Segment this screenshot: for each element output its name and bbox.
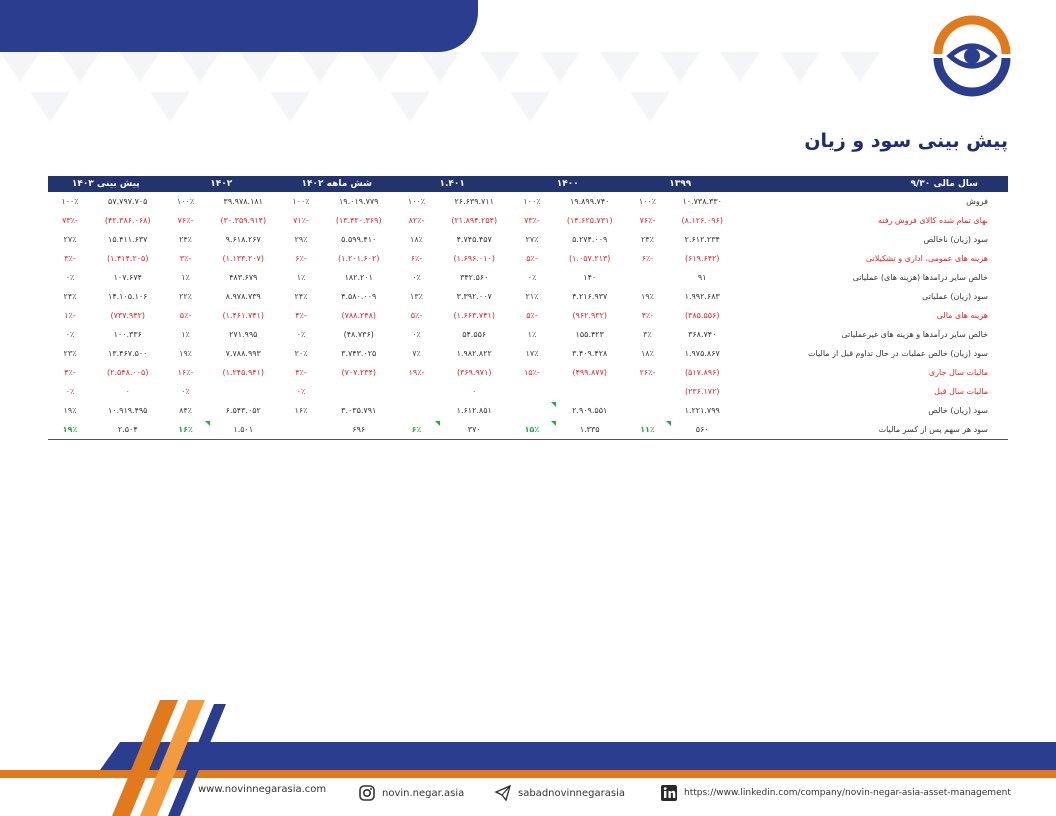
percent-cell: ۲۱٪ — [525, 292, 539, 301]
percent-cell: -۷۳٪ — [62, 216, 78, 225]
telegram-icon — [494, 784, 512, 802]
row-label: خالص سایر درامدها (هزینه های) عملیاتی — [852, 273, 988, 282]
percent-cell: ۰٪ — [65, 273, 75, 282]
header-year: ۱.۴۰۱ — [394, 176, 509, 192]
value-cell: ۰ — [472, 387, 477, 396]
value-cell: ۱.۹۹۲.۶۸۳ — [684, 292, 720, 301]
value-cell — [554, 382, 625, 401]
percent-cell: ۲۲٪ — [179, 292, 192, 301]
value-cell: (۴۹۹.۸۷۷) — [572, 368, 607, 377]
percent-cell: -۸۲٪ — [408, 216, 425, 225]
percent-cell: ۱٪ — [181, 273, 190, 282]
row-label: هزینه های عمومی، اداری و تشکیلاتی — [865, 254, 988, 263]
percent-cell: -۳٪ — [64, 254, 76, 263]
table-row — [48, 325, 1008, 344]
value-cell: (۳۸۵.۵۵۶) — [684, 311, 720, 320]
value-cell: (۲۳۶.۱۷۲) — [684, 387, 720, 396]
percent-cell: -۷۶٪ — [177, 216, 194, 225]
percent-cell: -۷۳٪ — [524, 216, 540, 225]
table-row — [48, 363, 1008, 382]
value-cell: ۲.۶۱۲.۲۳۴ — [684, 235, 720, 244]
value-cell: ۱۰۰.۳۳۶ — [113, 330, 142, 339]
value-cell: ۱.۹۷۵.۸۶۷ — [684, 349, 720, 358]
percent-cell — [394, 401, 438, 420]
table-row — [48, 249, 1008, 268]
profit-loss-table — [48, 176, 1008, 440]
value-cell: ۴.۵۸۰.۰۰۹ — [341, 292, 377, 301]
percent-cell — [394, 382, 438, 401]
page-title: پیش بینی سود و زیان — [804, 130, 1008, 152]
value-cell: ۸.۹۷۸.۷۳۹ — [225, 292, 261, 301]
value-cell: ۶۹۶ — [323, 420, 394, 440]
percent-cell: -۶٪ — [410, 254, 423, 263]
value-cell: ۲۷۱.۹۹۵ — [229, 330, 258, 339]
row-label: بهای تمام شده کالای فروش رفته — [878, 216, 988, 225]
value-cell: (۸.۱۲۶.۰۹۶) — [681, 216, 723, 225]
value-cell: ۱۰.۹۱۹.۴۹۵ — [108, 406, 148, 415]
percent-cell: -۴٪ — [295, 311, 307, 320]
percent-cell: ۸۴٪ — [179, 406, 192, 415]
percent-cell: ۱۹٪ — [63, 406, 77, 415]
percent-cell: -۵٪ — [526, 254, 538, 263]
value-cell — [208, 382, 279, 401]
indicator-triangle-icon — [551, 421, 556, 426]
indicator-triangle-icon — [666, 421, 671, 426]
percent-cell — [625, 382, 669, 401]
percent-cell: ۱۰۰٪ — [638, 197, 657, 206]
value-cell: ۳۶۸.۷۴۰ — [688, 330, 717, 339]
percent-cell: ۰٪ — [296, 330, 306, 339]
value-cell: (۲۱.۸۹۴.۲۵۴) — [451, 216, 498, 225]
value-cell: (۱.۰۵۷.۲۱۳) — [569, 254, 611, 263]
value-cell: (۱.۶۹۶.۰۱۰) — [453, 254, 495, 263]
value-cell: (۷۳۷.۹۴۲) — [110, 311, 146, 320]
value-cell: (۱۳.۴۲۰.۳۶۹) — [335, 216, 382, 225]
table-row — [48, 211, 1008, 230]
value-cell: ۵۷.۷۹۷.۷۰۵ — [108, 197, 148, 206]
row-label: فروش — [966, 197, 988, 206]
percent-cell: ۱٪ — [527, 330, 537, 339]
value-cell: ۵.۵۹۹.۴۱۰ — [341, 235, 377, 244]
percent-cell: -۲۶٪ — [639, 368, 656, 377]
table-header-row — [48, 176, 1008, 192]
percent-cell — [279, 420, 323, 440]
percent-cell: ۲۴٪ — [63, 292, 77, 301]
footer-website[interactable] — [198, 784, 326, 795]
percent-cell: ۲۷٪ — [525, 235, 539, 244]
percent-cell: ۳٪ — [643, 330, 652, 339]
footer-instagram[interactable] — [358, 784, 464, 802]
header-year: ۱۳۹۹ — [625, 176, 735, 192]
website-link[interactable]: www.novinnegarasia.com — [198, 784, 327, 795]
percent-cell: -۱٪ — [64, 311, 76, 320]
percent-cell: ۲۹٪ — [294, 235, 308, 244]
percent-cell: ۱٪ — [181, 330, 190, 339]
table-row — [48, 420, 1008, 440]
header-year: پیش بینی ۱۴۰۳ — [48, 176, 164, 192]
percent-cell: -۵٪ — [179, 311, 192, 320]
percent-cell: ۱۳٪ — [410, 292, 423, 301]
row-label: سود (زیان) خالص — [928, 406, 988, 415]
value-cell: ۱۵۵.۴۲۳ — [575, 330, 604, 339]
percent-cell: -۴٪ — [64, 368, 76, 377]
value-cell: ۱.۳۳۵ — [554, 420, 625, 440]
value-cell: (۱.۲۴۵.۹۴۱) — [222, 368, 264, 377]
value-cell: (۶۱۹.۶۴۲) — [684, 254, 720, 263]
percent-cell — [625, 401, 669, 420]
value-cell: ۱۸۲.۲۰۱ — [344, 273, 373, 282]
value-cell: ۱۴.۱۰۵.۱۰۶ — [108, 292, 148, 301]
percent-cell: ۱۷٪ — [525, 349, 539, 358]
header-year: شش ماهه ۱۴۰۲ — [279, 176, 394, 192]
row-label: سود (زیان) ناخالص — [923, 235, 988, 244]
value-cell: ۱۴۰ — [583, 273, 597, 282]
percent-cell: ۱۹٪ — [48, 420, 92, 440]
value-cell: ۳.۰۳۵.۷۹۱ — [341, 406, 377, 415]
percent-cell: ۱۰۰٪ — [176, 197, 195, 206]
percent-cell: -۷۱٪ — [293, 216, 309, 225]
value-cell: (۱۴.۶۲۵.۷۳۱) — [566, 216, 613, 225]
value-cell: ۲۶.۶۳۹.۷۱۱ — [454, 197, 494, 206]
percent-cell: ۲۷٪ — [63, 235, 77, 244]
percent-cell: -۷۶٪ — [639, 216, 656, 225]
percent-cell: ۱۶٪ — [294, 406, 308, 415]
percent-cell: ۱۰۰٪ — [61, 197, 79, 206]
value-cell: ۳.۷۴۳.۰۲۵ — [341, 349, 377, 358]
header-tab — [0, 0, 478, 52]
percent-cell: -۵٪ — [410, 311, 423, 320]
percent-cell: ۶٪ — [394, 420, 438, 440]
percent-cell: ۱۸٪ — [641, 349, 654, 358]
value-cell: ۱۹.۰۱۹.۷۷۹ — [339, 197, 379, 206]
value-cell: (۴۲.۳۸۶.۰۶۸) — [104, 216, 151, 225]
value-cell: ۲.۵۰۴ — [92, 420, 164, 440]
company-logo-icon — [930, 14, 1014, 98]
value-cell: (۳۶۹.۹۷۱) — [456, 368, 492, 377]
row-label: هزینه های مالی — [936, 311, 988, 320]
percent-cell: ۱۵٪ — [510, 420, 554, 440]
percent-cell: ۲۴٪ — [179, 235, 192, 244]
percent-cell: ۷٪ — [412, 349, 421, 358]
value-cell: ۱۰۷.۶۷۴ — [113, 273, 142, 282]
value-cell: (۲.۵۴۸.۰۰۵) — [107, 368, 149, 377]
value-cell: ۶.۵۴۳.۰۵۲ — [225, 406, 261, 415]
value-cell: ۳۷۰ — [438, 420, 509, 440]
row-label: مالیات سال جاری — [928, 368, 988, 377]
percent-cell: ۰٪ — [412, 273, 421, 282]
percent-cell: ۱۹٪ — [641, 292, 654, 301]
value-cell: ۱.۹۸۲.۸۲۲ — [456, 349, 492, 358]
percent-cell: ۱۰۰٪ — [292, 197, 310, 206]
table-row — [48, 382, 1008, 401]
value-cell: ۹۱ — [697, 273, 707, 282]
table-body — [48, 192, 1008, 440]
percent-cell: ۰٪ — [412, 330, 421, 339]
value-cell: ۹.۶۱۸.۲۶۷ — [225, 235, 261, 244]
value-cell: ۰ — [125, 387, 130, 396]
percent-cell: ۲۴٪ — [294, 292, 308, 301]
value-cell: ۱.۶۱۲.۸۵۱ — [456, 406, 492, 415]
value-cell: (۳۰.۳۵۹.۹۱۴) — [220, 216, 267, 225]
value-cell: ۱۰.۷۳۸.۳۳۰ — [682, 197, 722, 206]
header-year: ۱۴۰۲ — [164, 176, 279, 192]
value-cell — [323, 382, 394, 401]
table-row — [48, 268, 1008, 287]
value-cell: ۱۵.۴۱۱.۶۳۷ — [108, 235, 148, 244]
value-cell: (۱.۱۳۳.۲۰۷) — [222, 254, 264, 263]
percent-cell: -۶٪ — [295, 254, 307, 263]
percent-cell: -۳٪ — [179, 254, 192, 263]
value-cell: (۷۸۸.۲۴۸) — [341, 311, 377, 320]
value-cell: ۱.۵۰۱ — [208, 420, 279, 440]
value-cell: ۲.۹۰۹.۵۵۱ — [572, 406, 608, 415]
percent-cell: ۲۴٪ — [641, 235, 654, 244]
linkedin-icon — [660, 784, 678, 802]
footer-linkedin[interactable] — [660, 784, 1011, 802]
percent-cell: -۱۶٪ — [177, 368, 194, 377]
header-year: ۱۴۰۰ — [510, 176, 625, 192]
value-cell: (۷۰۷.۲۳۴) — [341, 368, 377, 377]
value-cell: (۵۱۷.۸۹۶) — [684, 368, 720, 377]
percent-cell: ۰٪ — [181, 387, 190, 396]
instagram-icon — [358, 784, 376, 802]
percent-cell: ۲۳٪ — [63, 349, 77, 358]
indicator-triangle-icon — [551, 402, 556, 407]
row-label: مالیات سال قبل — [934, 387, 988, 396]
percent-cell: ۱۰۰٪ — [523, 197, 541, 206]
percent-cell: -۶٪ — [641, 254, 654, 263]
percent-cell: ۰٪ — [527, 273, 537, 282]
percent-cell: ۰٪ — [65, 387, 75, 396]
telegram-handle[interactable]: sabadnovinnegarasia — [518, 787, 625, 799]
value-cell: (۱.۶۶۳.۷۴۱) — [453, 311, 495, 320]
value-cell: (۱.۲۰۱.۶۰۲) — [338, 254, 380, 263]
value-cell: ۱.۲۲۱.۷۹۹ — [684, 406, 720, 415]
value-cell: ۵۴.۵۵۶ — [462, 330, 487, 339]
table-row — [48, 230, 1008, 249]
value-cell: (۴۸.۷۳۶) — [343, 330, 374, 339]
percent-cell: ۱۰۰٪ — [407, 197, 426, 206]
instagram-handle[interactable]: novin.negar.asia — [382, 787, 465, 799]
percent-cell: -۱۹٪ — [408, 368, 425, 377]
header-label: سال مالی ۹/۳۰ — [735, 176, 1008, 192]
value-cell: ۴۸۳.۶۷۹ — [229, 273, 258, 282]
percent-cell — [510, 401, 554, 420]
percent-cell: ۱۸٪ — [410, 235, 423, 244]
footer — [0, 780, 1056, 810]
percent-cell: ۰٪ — [296, 387, 306, 396]
percent-cell: -۴٪ — [641, 311, 654, 320]
value-cell: ۳۹.۹۷۸.۱۸۱ — [223, 197, 263, 206]
row-label: سود (زیان) عملیاتی — [922, 292, 988, 301]
value-cell: (۹۶۲.۹۳۲) — [572, 311, 607, 320]
value-cell: ۱۳.۴۶۷.۵۰۰ — [108, 349, 148, 358]
percent-cell: -۱۵٪ — [524, 368, 540, 377]
value-cell: ۵۶۰ — [669, 420, 735, 440]
table-row — [48, 401, 1008, 420]
indicator-triangle-icon — [435, 421, 440, 426]
value-cell: ۷.۷۸۸.۹۹۳ — [225, 349, 261, 358]
table-row — [48, 306, 1008, 325]
table-row — [48, 287, 1008, 306]
percent-cell: -۴٪ — [295, 368, 307, 377]
value-cell: ۳۴۲.۵۶۰ — [460, 273, 489, 282]
value-cell: ۴.۷۴۵.۴۵۷ — [456, 235, 492, 244]
percent-cell — [510, 382, 554, 401]
value-cell: (۱.۴۶۱.۷۴۱) — [222, 311, 264, 320]
percent-cell: ۱٪ — [296, 273, 306, 282]
percent-cell: ۱۹٪ — [179, 349, 192, 358]
value-cell: ۱۹.۸۹۹.۷۴۰ — [569, 197, 610, 206]
percent-cell: -۵٪ — [526, 311, 538, 320]
table-row — [48, 344, 1008, 363]
linkedin-url[interactable]: https://www.linkedin.com/company/novin-negar-asia-asset-management — [684, 788, 1011, 798]
value-cell: ۳.۳۹۲.۰۰۷ — [456, 292, 492, 301]
indicator-triangle-icon — [205, 421, 210, 426]
percent-cell: ۰٪ — [65, 330, 75, 339]
footer-telegram[interactable] — [494, 784, 625, 802]
percent-cell: ۱۱٪ — [625, 420, 669, 440]
value-cell: (۱.۴۱۴.۲۰۵) — [107, 254, 149, 263]
row-label: سود (زیان) خالص عملیات در حال تداوم قبل از مالیات — [808, 349, 988, 358]
row-label: خالص سایر درآمدها و هزینه های غیرعملیاتی — [841, 330, 988, 339]
row-label: سود هر سهم پس از کسر مالیات — [735, 420, 1008, 440]
percent-cell: ۲۰٪ — [294, 349, 308, 358]
value-cell: ۴.۲۱۶.۹۳۷ — [572, 292, 608, 301]
value-cell: ۳.۴۰۹.۴۲۸ — [572, 349, 608, 358]
table-row — [48, 192, 1008, 211]
value-cell: ۵.۲۷۴.۰۰۹ — [572, 235, 608, 244]
percent-cell: ۱۶٪ — [164, 420, 208, 440]
percent-cell — [625, 268, 669, 287]
header-pattern — [0, 52, 1056, 132]
